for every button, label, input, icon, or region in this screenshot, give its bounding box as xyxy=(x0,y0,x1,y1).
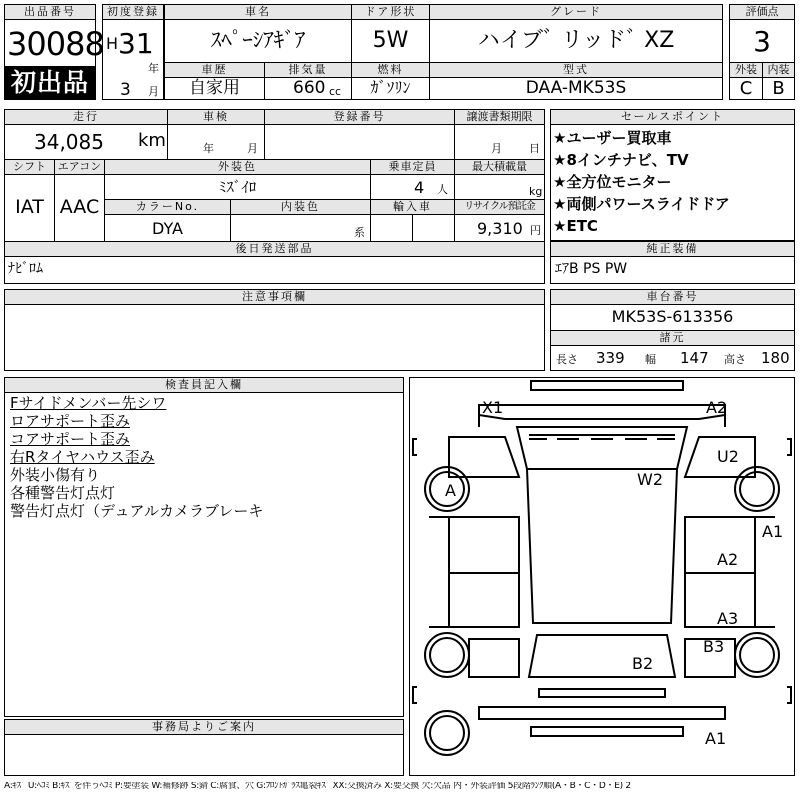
year-unit: 年 xyxy=(148,62,159,75)
max-load-label: 最大積載量 xyxy=(455,160,544,174)
car-name: ｽﾍﾟｰｼｱｷﾞｱ xyxy=(210,28,306,52)
damage-mark: A1 xyxy=(705,729,727,748)
month: 3 xyxy=(120,80,131,100)
ext-color: ﾐｽﾞｲﾛ xyxy=(218,178,257,196)
sales-point: ★両側パワースライドドア xyxy=(553,195,730,213)
inspection-year-unit: 年 xyxy=(203,142,214,155)
sales-point: ★ETC xyxy=(553,217,598,235)
history: 自家用 xyxy=(189,78,240,98)
notes-label: 注意事項欄 xyxy=(5,290,544,304)
capacity-label: 乗車定員 xyxy=(371,160,454,174)
recycle-label: リサイクル預託金 xyxy=(455,200,544,214)
color-no-label: カラーNo. xyxy=(105,200,230,214)
legend: A:ｷｽﾞ U:ﾍｺﾐ B:ｷｽﾞを伴うﾍｺﾐ P:要塗装 W:補修跡 S:錆 C:腐食、穴 G:ﾌﾛﾝﾄｶﾞﾗｽ亀裂ｷｽﾞ XX:交換済み X:要交換 欠:欠品 内・外装評価 5段階ﾗﾝｸ順(A・B・C・D・E) 2 xyxy=(4,782,631,791)
score-label: 評価点 xyxy=(730,5,794,19)
dims-label: 諸元 xyxy=(551,331,794,345)
inspector-line: 各種警告灯点灯 xyxy=(10,484,116,502)
era: H xyxy=(106,34,119,53)
transfer-label: 譲渡書類期限 xyxy=(455,110,544,124)
length: 339 xyxy=(596,349,625,367)
sales-point: ★全方位モニター xyxy=(553,173,672,191)
shift-label: シフト xyxy=(5,160,54,174)
chassis-number: MK53S-613356 xyxy=(611,307,734,326)
inspector-line: ロアサポート歪み xyxy=(10,412,131,430)
inspection-month-unit: 月 xyxy=(247,142,258,155)
damage-mark: A xyxy=(445,481,456,500)
grade-label: グレード xyxy=(430,5,722,19)
damage-mark: B2 xyxy=(632,654,654,673)
damage-mark: B3 xyxy=(703,637,725,656)
inspector-line: コアサポート歪み xyxy=(10,430,131,448)
int-color-unit: 系 xyxy=(354,226,365,239)
inspector-line: Fサイドメンバー先シワ xyxy=(10,394,167,412)
width-label: 幅 xyxy=(645,353,656,366)
interior-grade-label: 内装 xyxy=(763,63,794,77)
damage-mark: A2 xyxy=(717,550,739,569)
damage-mark: A1 xyxy=(762,522,784,541)
exterior-grade-label: 外装 xyxy=(730,63,762,77)
year: 31 xyxy=(118,27,154,60)
max-load-unit: kg xyxy=(529,185,543,198)
displacement-unit: cc xyxy=(329,85,342,98)
door-label: ドア形状 xyxy=(352,5,429,19)
height-label: 高さ xyxy=(724,353,746,366)
sales-points-label: セールスポイント xyxy=(551,110,794,124)
recycle: 9,310 xyxy=(477,219,523,238)
displacement: 660 xyxy=(293,78,326,98)
damage-mark: A2 xyxy=(706,398,728,417)
door: 5W xyxy=(372,28,409,53)
lot-number: 30088 xyxy=(7,25,104,63)
damage-mark: X1 xyxy=(482,398,504,417)
capacity: 4 xyxy=(414,178,425,197)
sales-point: ★8インチナビ、TV xyxy=(553,151,689,169)
reg-no-label: 登録番号 xyxy=(265,110,454,124)
interior-grade: B xyxy=(772,78,785,99)
sales-point: ★ユーザー買取車 xyxy=(553,129,672,147)
month-unit: 月 xyxy=(148,85,159,98)
lot-number-label: 出品番号 xyxy=(5,5,95,19)
inspection-label: 車検 xyxy=(168,110,264,124)
score: 3 xyxy=(753,25,771,58)
exterior-grade: C xyxy=(739,78,753,99)
damage-mark: W2 xyxy=(637,470,663,489)
first-reg-label: 初度登録 xyxy=(103,5,163,19)
color-no: DYA xyxy=(152,219,183,238)
model-label: 型式 xyxy=(430,63,722,77)
car-diagram xyxy=(409,377,795,776)
import-label: 輸入車 xyxy=(371,200,454,214)
inspector-line: 右Rタイヤハウス歪み xyxy=(10,448,155,466)
chassis-label: 車台番号 xyxy=(551,290,794,304)
capacity-unit: 人 xyxy=(437,183,448,196)
mileage: 34,085 xyxy=(34,130,104,154)
grade: ハイブﾞ リッドﾞ XZ xyxy=(477,28,675,53)
inspector-label: 検査員記入欄 xyxy=(5,378,403,392)
office-label: 事務局よりご案内 xyxy=(5,720,403,734)
height: 180 xyxy=(761,349,790,367)
length-label: 長さ xyxy=(556,353,578,366)
width: 147 xyxy=(680,349,709,367)
mileage-label: 走行 xyxy=(5,110,167,124)
equipment-label: 純正装備 xyxy=(551,242,794,256)
int-color-label: 内装色 xyxy=(231,200,370,214)
damage-mark: A3 xyxy=(717,609,739,628)
inspector-line: 外装小傷有り xyxy=(10,466,101,484)
shift: IAT xyxy=(15,196,44,218)
mileage-unit: km xyxy=(138,130,166,151)
fuel: ｶﾞｿﾘﾝ xyxy=(370,78,411,97)
car-name-label: 車名 xyxy=(165,5,351,19)
displacement-label: 排気量 xyxy=(265,63,351,77)
later-parts: ﾅﾋﾞﾛﾑ xyxy=(8,261,43,277)
fuel-label: 燃料 xyxy=(352,63,429,77)
first-listing-text: 初出品 xyxy=(10,68,89,97)
transfer-month-unit: 月 xyxy=(491,142,502,155)
later-parts-label: 後日発送部品 xyxy=(5,242,544,256)
ext-color-label: 外装色 xyxy=(105,160,370,174)
model-code: DAA-MK53S xyxy=(525,78,627,98)
recycle-unit: 円 xyxy=(530,224,541,237)
equipment-value: ｴｱB PS PW xyxy=(555,261,628,277)
inspector-line: 警告灯点灯（デュアルカメラブレーキ xyxy=(10,502,264,520)
aircon-label: エアコン xyxy=(55,160,104,174)
aircon: AAC xyxy=(59,196,100,218)
transfer-day-unit: 日 xyxy=(529,142,540,155)
history-label: 車歴 xyxy=(165,63,264,77)
damage-mark: U2 xyxy=(717,447,739,466)
